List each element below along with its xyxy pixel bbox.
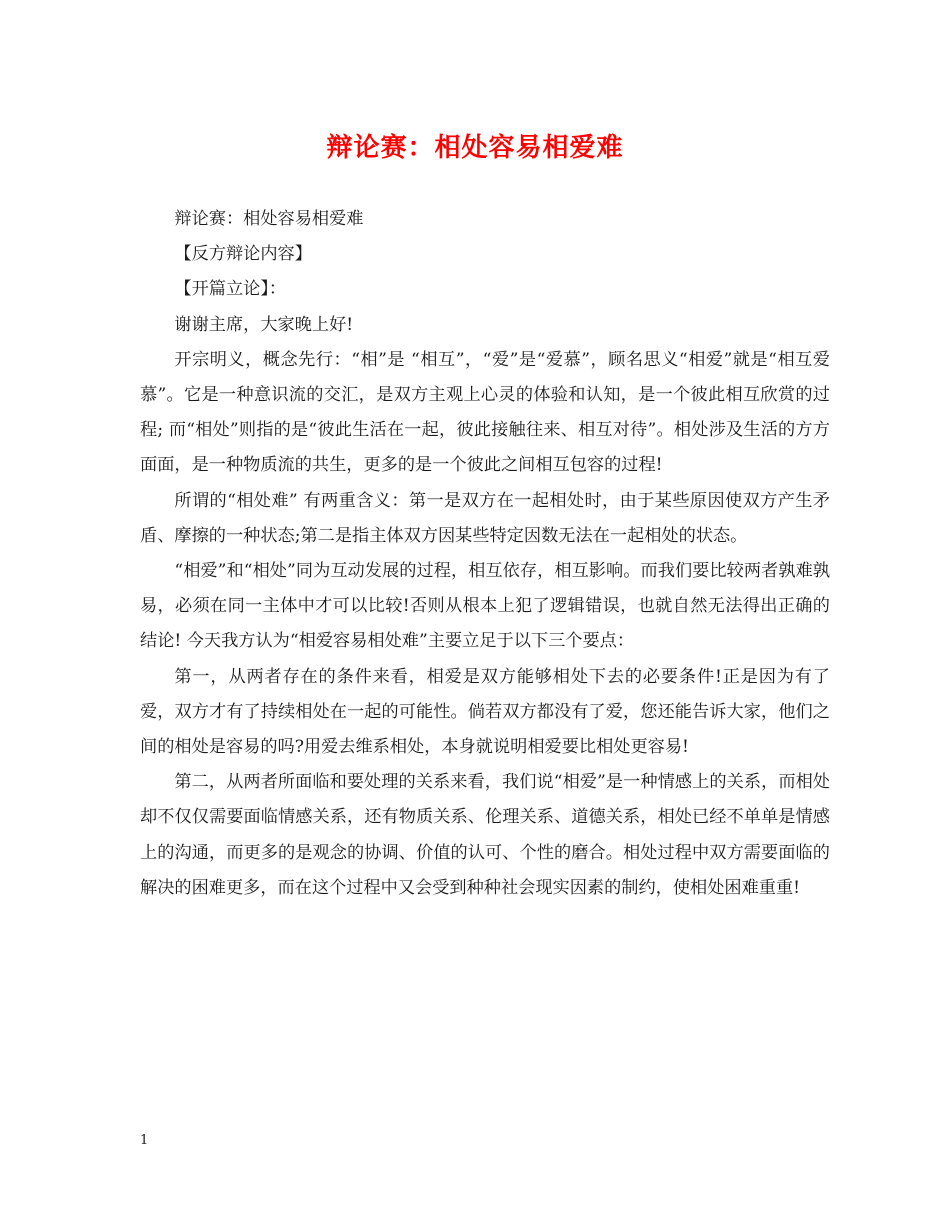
- page-number: 1: [140, 1133, 149, 1148]
- paragraph-point-one: 第一，从两者存在的条件来看，相爱是双方能够相处下去的必要条件!正是因为有了爱，双方才有了持续相处在一起的可能性。倘若双方都没有了爱，您还能告诉大家，他们之间的相处是容易的吗?用爱去维系相处，本身就说明相爱要比相处更容易!: [140, 666, 830, 758]
- paragraph-subtitle: 辩论赛：相处容易相爱难: [174, 209, 364, 229]
- paragraph-greeting: 谢谢主席，大家晚上好!: [174, 314, 354, 335]
- document-body: [140, 202, 830, 906]
- document-title: 辩论赛：相处容易相爱难: [326, 133, 624, 163]
- paragraph-definitions: 开宗明义，概念先行：“相”是 “相互”，“爱”是“爱慕”，顾名思义“相爱”就是“相互爱慕”。它是一种意识流的交汇，是双方主观上心灵的体验和认知，是一个彼此相互欣赏的过程; 而“相处”则指的是“彼此生活在一起，彼此接触往来、相互对待”。相处涉及生活的方方面面，是一种物质流的共生，更多的是一个彼此之间相互包容的过程!: [140, 349, 830, 476]
- paragraph-section-heading: 【反方辩论内容】: [174, 244, 312, 265]
- paragraph-meaning: 所谓的“相处难” 有两重含义：第一是双方在一起相处时，由于某些原因使双方产生矛盾、摩擦的一种状态;第二是指主体双方因某些特定因数无法在一起相处的状态。: [140, 490, 830, 546]
- paragraph-thesis: “相爱”和“相处”同为互动发展的过程，相互依存，相互影响。而我们要比较两者孰难孰易，必须在同一主体中才可以比较!否则从根本上犯了逻辑错误，也就自然无法得出正确的结论! 今天我方认为“相爱容易相处难”主要立足于以下三个要点：: [140, 561, 830, 652]
- paragraph-point-two: 第二，从两者所面临和要处理的关系来看，我们说“相爱”是一种情感上的关系，而相处却不仅仅需要面临情感关系，还有物质关系、伦理关系、道德关系，相处已经不单单是情感上的沟通，而更多的是观念的协调、价值的认可、个性的磨合。相处过程中双方需要面临的解决的困难更多，而在这个过程中又会受到种种社会现实因素的制约，使相处困难重重!: [140, 772, 830, 898]
- paragraph-opening-heading: 【开篇立论】：: [174, 279, 287, 300]
